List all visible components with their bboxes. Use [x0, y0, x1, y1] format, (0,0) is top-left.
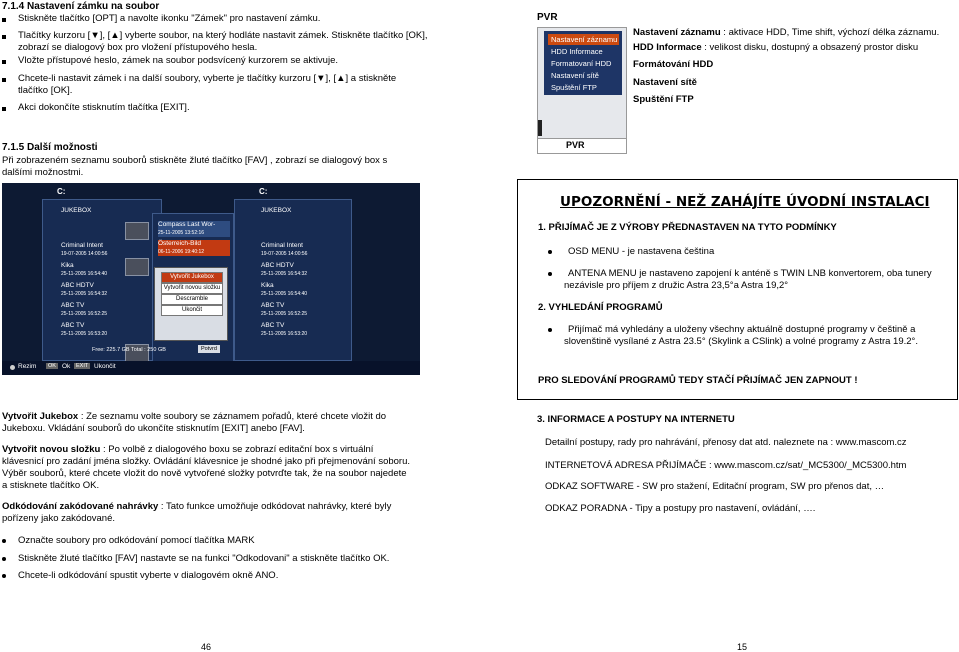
menu-item-record-settings[interactable]: Nastavení záznamu [548, 34, 619, 45]
list-item: Chcete-li nastavit zámek i na další soubory, vyberte je tlačítky kurzoru [▼], [▲] a stiskněte tlačítko [OK]. [2, 73, 428, 96]
create-folder-option[interactable]: Vytvořit novou složku [161, 283, 223, 294]
file-row-selected[interactable]: Österreich-Bild 06-11-2006 19:40:12 [158, 240, 230, 256]
list-item: OSD MENU - je nastavena čeština [548, 246, 954, 258]
pvr-description: Nastavení záznamu : aktivace HDD, Time shift, výchozí délka záznamu. HDD Informace : velikost disku, dostupný a obsazený prostor disku Formátování HDD Nastavení sítě Spuštění FTP [633, 27, 940, 105]
warning-footer: PRO SLEDOVÁNÍ PROGRAMŮ TEDY STAČÍ PŘIJÍMAČ JEN ZAPNOUT ! [538, 375, 858, 386]
exit-label: Ukončit [94, 363, 116, 370]
warning-title: UPOZORNĚNÍ - NEŽ ZAHÁJÍTE ÚVODNÍ INSTALACI [560, 194, 930, 210]
section-715-title: 7.1.5 Další možnosti [2, 142, 98, 153]
list-item: Akci dokončíte stisknutím tlačítka [EXIT]. [2, 102, 428, 114]
pvr-menu-screenshot [537, 27, 627, 139]
options-dialog [154, 267, 228, 341]
menu-item-start-ftp[interactable]: Spuštění FTP [551, 83, 597, 92]
installation-warning-box [517, 179, 958, 400]
list-item: Stiskněte tlačítko [OPT] a navolte ikonku "Zámek" pro nastavení zámku. [2, 13, 428, 25]
mode-icon [10, 365, 15, 370]
page-number-right: 15 [737, 642, 748, 652]
file-row[interactable]: Criminal Intent 19-07-2005 14:00:56 [261, 242, 308, 257]
mode-label: Rezim [18, 363, 37, 370]
menu-item-hdd-info[interactable]: HDD Informace [551, 47, 603, 56]
menu-item-network-settings[interactable]: Nastavení sítě [551, 71, 599, 80]
confirm-button[interactable]: Potvrd [198, 345, 220, 353]
disk-space-label: Free: 225.7 GB Total : 250 GB [92, 347, 166, 353]
page-number-left: 46 [201, 642, 212, 652]
section-714-title: 7.1.4 Nastavení zámku na soubor [2, 1, 160, 12]
descramble-option[interactable]: Descramble [161, 294, 223, 305]
file-row[interactable]: ABC TV 25-11-2005 16:53:20 [61, 322, 108, 337]
list-item: Označte soubory pro odkódování pomocí tlačítka MARK [2, 535, 428, 547]
folder-label: JUKEBOX [261, 207, 292, 214]
menu-item-format-hdd[interactable]: Formatovaní HDD [551, 59, 612, 68]
folder-label: JUKEBOX [61, 207, 92, 214]
paragraph-jukebox: Vytvořit Jukebox : Ze seznamu volte soubory se záznamem pořadů, které chcete vložit do Jukeboxu. Vkládání souborů do ukončíte stisknutím [EXIT] anebo [FAV]. [2, 411, 387, 434]
list-item: Chcete-li odkódování spustit vyberte v dialogovém okně ANO. [2, 570, 428, 582]
pvr-caption-bar [537, 138, 627, 154]
warning-item-2: 2. VYHLEDÁNÍ PROGRAMŮ [538, 302, 663, 313]
file-row[interactable]: ABC TV 25-11-2005 16:52:25 [61, 302, 108, 317]
file-row[interactable]: ABC TV 25-11-2005 16:52:25 [261, 302, 308, 317]
footer-bar [2, 361, 420, 375]
list-item: Stiskněte žluté tlačítko [FAV] nastavte se na funkci "Odkodovani" a stiskněte tlačítko OK. [2, 553, 428, 565]
thumbnail [125, 258, 149, 276]
file-panel-right [234, 187, 352, 361]
file-row[interactable]: ABC HDTV 25-11-2005 16:54:32 [261, 262, 308, 277]
thumbnail [125, 222, 149, 240]
paragraph-folder: Vytvořit novou složku : Po volbě z dialogového boxu se zobrazí editační box s virtuální klávesnicí pro zadání jména složky. Ovládání klávesnice je shodné jako při přejmenování soboru. Výběr souborů, které chcete vložit do nově vytvořené složky potvrďte tak, že na soubor najedete a stisknete tlačítko OK. [2, 444, 411, 491]
section-3-title: 3. INFORMACE A POSTUPY NA INTERNETU [537, 414, 735, 425]
internet-line: INTERNETOVÁ ADRESA PŘIJÍMAČE : www.mascom.cz/sat/_MC5300/_MC5300.htm [545, 460, 907, 471]
drive-label: C: [259, 187, 268, 196]
warning-item-1: 1. PŘIJÍMAČ JE Z VÝROBY PŘEDNASTAVEN NA TYTO PODMÍNKY [538, 222, 837, 233]
internet-line: Detailní postupy, rady pro nahrávání, přenosy dat atd. naleznete na : www.mascom.cz [545, 437, 907, 448]
file-row[interactable]: ABC HDTV 25-11-2005 16:54:32 [61, 282, 108, 297]
scroll-arrow-icon [538, 120, 542, 136]
file-row[interactable]: ABC TV 25-11-2005 16:53:20 [261, 322, 308, 337]
pvr-caption: PVR [566, 140, 585, 150]
ok-label: Ok [62, 363, 71, 370]
file-row[interactable]: Kika 25-11-2005 16:54:40 [261, 282, 308, 297]
file-row[interactable]: Kika 25-11-2005 16:54:40 [61, 262, 108, 277]
exit-option[interactable]: Ukončit [161, 305, 223, 316]
ok-key-icon: OK [48, 363, 56, 369]
list-item: Vložte přístupové heslo, zámek na soubor podsvícený kurzorem se aktivuje. [2, 55, 428, 67]
create-jukebox-option[interactable]: Vytvořit Jukebox [161, 272, 223, 283]
section-715-text: Při zobrazeném seznamu souborů stiskněte žluté tlačítko [FAV] , zobrazí se dialogový box s dalšími možnostmi. [2, 155, 388, 178]
drive-label: C: [57, 187, 66, 196]
internet-line: ODKAZ PORADNA - Tipy a postupy pro nastavení, ovládání, …. [545, 503, 816, 514]
exit-key-icon: EXIT [76, 363, 89, 369]
list-item: Přijímač má vyhledány a uloženy všechny aktuálně dostupné programy v češtině a slovenštině vysílané z Astra 23.5° (Skylink a CSlink) a volné programy z Astra 19.2°. [548, 324, 959, 347]
list-item: Tlačítky kurzoru [▼], [▲] vyberte soubor, na který hodláte nastavit zámek. Stiskněte tlačítko [OK], zobrazí se dialogový box pro vložení přístupového hesla. [2, 30, 428, 53]
list-item: ANTENA MENU je nastaveno zapojení k anténě s TWIN LNB konvertorem, oba tunery nezávisle pro příjem z družic Astra 23,5°a Astra 19,2° [548, 268, 959, 291]
file-row[interactable]: Criminal Intent 19-07-2005 14:00:56 [61, 242, 108, 257]
file-list-screenshot [2, 183, 420, 375]
pvr-menu-panel [544, 31, 622, 95]
file-row[interactable]: Compass Last Wor- 25-11-2005 13:52:16 [158, 221, 230, 237]
internet-line: ODKAZ SOFTWARE - SW pro stažení, Editační program, SW pro přenos dat, … [545, 481, 885, 492]
pvr-header: PVR [537, 12, 558, 23]
paragraph-decode: Odkódování zakódované nahrávky : Tato funkce umožňuje odkódovat nahrávky, které byly pořízeny jako zakódované. [2, 501, 392, 524]
